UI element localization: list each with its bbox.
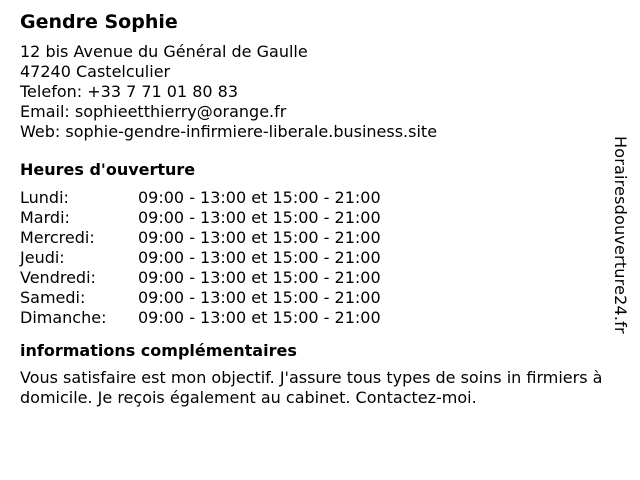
business-name: Gendre Sophie (20, 11, 178, 33)
hours-day: Dimanche: (20, 308, 107, 327)
hours-day: Mardi: (20, 208, 70, 227)
hours-day: Samedi: (20, 288, 86, 307)
hours-row-monday (20, 188, 610, 208)
hours-day: Jeudi: (20, 248, 65, 267)
hours-row-tuesday (20, 208, 610, 228)
additional-info-text: Vous satisfaire est mon objectif. J'assure tous types de soins in firmiers à domicile. Je reçois également au cabinet. Contactez-moi. (20, 368, 603, 407)
site-watermark: Horairesdouverture24.fr (611, 136, 630, 334)
opening-hours-table (20, 188, 610, 328)
hours-row-wednesday (20, 228, 610, 248)
hours-row-sunday (20, 308, 610, 328)
hours-time: 09:00 - 13:00 et 15:00 - 21:00 (138, 288, 381, 307)
opening-hours-title: Heures d'ouverture (20, 160, 196, 179)
hours-row-thursday (20, 248, 610, 268)
hours-day: Lundi: (20, 188, 69, 207)
address-street: 12 bis Avenue du Général de Gaulle (20, 42, 308, 61)
additional-info-title: informations complémentaires (20, 341, 297, 360)
hours-time: 09:00 - 13:00 et 15:00 - 21:00 (138, 188, 381, 207)
phone-line: Telefon: +33 7 71 01 80 83 (20, 82, 239, 101)
hours-time: 09:00 - 13:00 et 15:00 - 21:00 (138, 308, 381, 327)
website-line: Web: sophie-gendre-infirmiere-liberale.business.site (20, 122, 438, 141)
hours-row-saturday (20, 288, 610, 308)
hours-time: 09:00 - 13:00 et 15:00 - 21:00 (138, 228, 381, 247)
hours-time: 09:00 - 13:00 et 15:00 - 21:00 (138, 208, 381, 227)
hours-day: Mercredi: (20, 228, 95, 247)
hours-day: Vendredi: (20, 268, 96, 287)
address-city: 47240 Castelculier (20, 62, 171, 81)
business-card (20, 10, 610, 408)
hours-time: 09:00 - 13:00 et 15:00 - 21:00 (138, 248, 381, 267)
hours-time: 09:00 - 13:00 et 15:00 - 21:00 (138, 268, 381, 287)
hours-row-friday (20, 268, 610, 288)
email-line: Email: sophieetthierry@orange.fr (20, 102, 287, 121)
